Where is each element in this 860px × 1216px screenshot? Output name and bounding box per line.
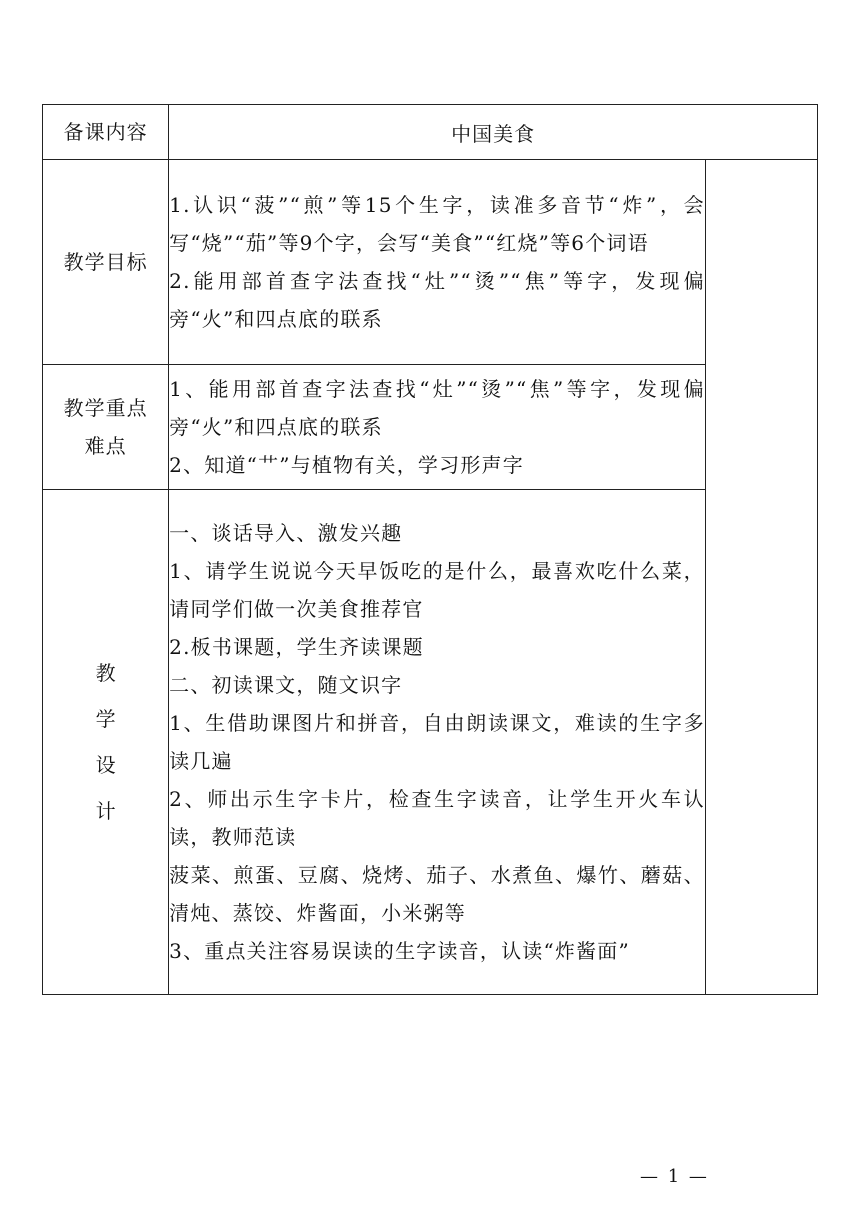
page-number: — 1 —	[640, 1166, 709, 1187]
header-label: 备课内容	[63, 120, 148, 144]
header-label-cell	[43, 105, 169, 160]
design-line: 1、请学生说说今天早饭吃的是什么，最喜欢吃什么菜，请同学们做一次美食推荐官	[169, 559, 705, 621]
design-content-cell	[169, 490, 706, 995]
lesson-title-cell	[169, 105, 818, 160]
design-line: 2.板书课题，学生齐读课题	[169, 635, 424, 659]
lesson-title: 中国美食	[451, 121, 536, 146]
key-points-label-line: 难点	[84, 434, 127, 458]
design-label-char: 教	[95, 661, 116, 685]
design-line: 二、初读课文，随文识字	[169, 673, 403, 697]
table-row-header	[43, 105, 818, 160]
key-point-line: 2、知道“艹”与植物有关，学习形声字	[169, 453, 524, 477]
goal-line: 2.能用部首查字法查找“灶”“烫”“焦”等字，发现偏旁“火”和四点底的联系	[169, 269, 705, 331]
design-line: 菠菜、煎蛋、豆腐、烧烤、茄子、水煮鱼、爆竹、蘑菇、清炖、蒸饺、炸酱面，小米粥等	[169, 863, 705, 925]
design-line: 一、谈话导入、激发兴趣	[169, 521, 403, 545]
design-label-char: 计	[95, 799, 116, 823]
extra-notes-cell	[705, 160, 817, 995]
design-label-char: 学	[95, 707, 116, 731]
lesson-plan-table	[42, 104, 818, 995]
key-points-label-line: 教学重点	[63, 396, 148, 420]
table-row-goals	[43, 160, 818, 365]
key-points-label-cell	[43, 365, 169, 490]
key-point-line: 1、能用部首查字法查找“灶”“烫”“焦”等字，发现偏旁“火”和四点底的联系	[169, 377, 705, 439]
key-points-content-cell	[169, 365, 706, 490]
design-line: 2、师出示生字卡片，检查生字读音，让学生开火车认读，教师范读	[169, 787, 705, 849]
design-line: 3、重点关注容易误读的生字读音，认读“炸酱面”	[169, 939, 630, 963]
design-label-cell	[43, 490, 169, 995]
goals-label-cell	[43, 160, 169, 365]
table-row-design	[43, 490, 818, 995]
goals-content-cell	[169, 160, 706, 365]
design-label-char: 设	[95, 753, 116, 777]
goals-label: 教学目标	[63, 250, 148, 274]
goal-line: 1.认识“菠”“煎”等15个生字，读准多音节“炸”，会写“烧”“茄”等9个字，会写“美食”“红烧”等6个词语	[169, 193, 705, 255]
design-line: 1、生借助课图片和拼音，自由朗读课文，难读的生字多读几遍	[169, 711, 705, 773]
table-row-key-points	[43, 365, 818, 490]
